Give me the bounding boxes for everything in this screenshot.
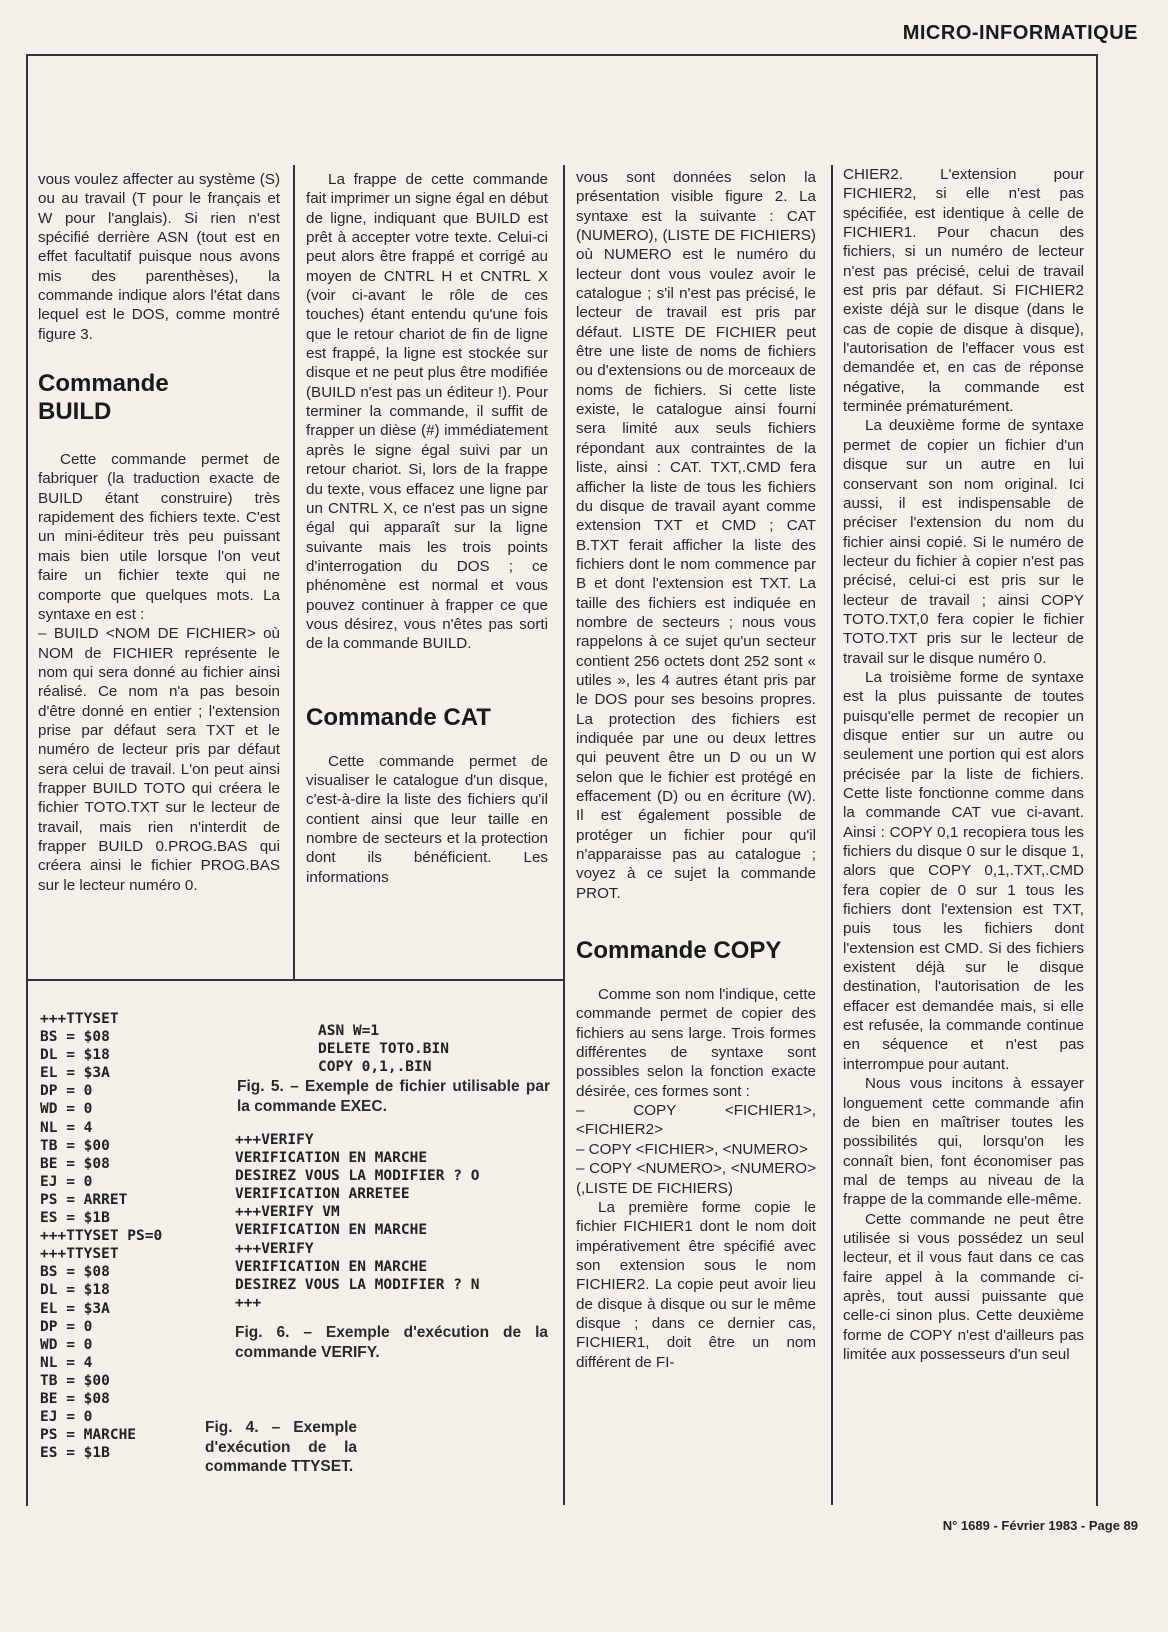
paragraph: La première forme copie le fichier FICHIER1 dont le nom doit impérativement être spécifié avec son extension sous le nom FICHIER2. La copie peut avoir lieu de disque à disque ou sur le même disque ; dans ce dernier cas, FICHIER1, doit être un nom différent de FI- xyxy=(576,1198,816,1371)
paragraph: La frappe de cette commande fait imprimer un signe égal en début de ligne, indiquant que BUILD est prêt à accepter votre texte. Celui-ci peut alors être frappé et corrigé au moyen de CNTRL H et CNTRL X (voir ci-avant le rôle de ces touches) étant entendu qu'une fois que le retour chariot de fin de ligne est frappé, la ligne est stockée sur disque et ne peut plus être modifiée (BUILD n'est pas un éditeur !). Pour terminer la commande, il suffit de frapper un dièse (#) immédiatement après le signe égal suivi par un retour chariot. Si, lors de la frappe du texte, vous effacez une ligne par un CNTRL X, ce n'est pas un signe égal qui apparaît sur la ligne suivante mais les trois points d'interrogation du DOS ; ce phénomène est normal et vous pouvez continuer à frapper ce que vous désirez, vous n'êtes pas sorti de la commande BUILD. xyxy=(306,171,548,653)
code-line: PS = MARCHE xyxy=(40,1427,137,1444)
code-line: COPY 0,1,.BIN xyxy=(318,1059,432,1076)
column-3 xyxy=(576,168,816,1372)
syntax-form-1: – COPY <FICHIER1>, <FICHIER2> xyxy=(576,1102,816,1139)
code-line: +++VERIFY VM xyxy=(235,1204,340,1221)
figure-separator xyxy=(26,979,564,981)
code-line: WD = 0 xyxy=(40,1336,93,1353)
page-footer: N° 1689 - Février 1983 - Page 89 xyxy=(942,1518,1138,1533)
paragraph: Comme son nom l'indique, cette commande permet de copier des fichiers au sens large. Trois formes différentes de syntaxe sont possibles selon la fonction exacte désirée, ces formes sont : xyxy=(576,986,816,1100)
code-line: BE = $08 xyxy=(40,1390,110,1407)
code-line: VERIFICATION EN MARCHE xyxy=(235,1150,428,1167)
code-line: +++VERIFY xyxy=(235,1240,314,1257)
code-line: NL = 4 xyxy=(40,1119,93,1136)
column-1 xyxy=(38,170,280,895)
paragraph: La deuxième forme de syntaxe permet de copier un fichier d'un disque sur un autre en lui conservant son nom original. Ici aussi, il est indispensable de préciser l'extension du nom du fichier ainsi copié. Si le numéro de lecteur du fichier à copier n'est pas précisé, celui-ci est pris sur le lecteur de travail ; ainsi COPY TOTO.TXT,0 fera copier le fichier TOTO.TXT pris sur le lecteur de travail sur le disque numéro 0. xyxy=(843,417,1084,667)
code-line: VERIFICATION ARRETEE xyxy=(235,1186,410,1203)
code-line: TB = $00 xyxy=(40,1137,110,1154)
section-rubric: MICRO-INFORMATIQUE xyxy=(902,22,1138,44)
paragraph: – BUILD <NOM DE FICHIER> où NOM de FICHIER représente le nom qui sera donné au fichier ainsi réalisé. Ce nom n'a pas besoin d'être donné en entier ; l'extension prise par défaut sera TXT et le numéro de lecteur pris par défaut sera celui de travail. L'on peut ainsi frapper BUILD TOTO qui créera le fichier TOTO.TXT sur le lecteur de travail, mais rien n'interdit de frapper BUILD 0.PROG.BAS qui créera ainsi le fichier PROG.BAS sur le lecteur numéro 0. xyxy=(38,625,280,894)
code-line: DL = $18 xyxy=(40,1047,110,1064)
heading-copy: Commande COPY xyxy=(576,937,782,965)
code-line: BE = $08 xyxy=(40,1155,110,1172)
syntax-form-3: – COPY <NUMERO>, <NUMERO> (,LISTE DE FICHIERS) xyxy=(576,1160,816,1197)
fig6-listing xyxy=(235,1131,479,1312)
code-line: EL = $3A xyxy=(40,1065,110,1082)
code-line: EJ = 0 xyxy=(40,1173,93,1190)
code-line: PS = ARRET xyxy=(40,1191,128,1208)
paragraph: vous voulez affecter au système (S) ou au travail (T pour le français et W pour l'anglais). Si rien n'est spécifié derrière ASN (tout est en effet facultatif puisque nous avons mis des parenthèses), la commande indique alors l'état dans lequel est le DOS, comme montré figure 3. xyxy=(38,171,280,343)
heading-cat: Commande CAT xyxy=(306,703,491,731)
column-4 xyxy=(843,165,1084,1364)
paragraph: CHIER2. L'extension pour FICHIER2, si elle n'est pas spécifiée, est identique à celle de FICHIER1. Pour chacun des fichiers, si un numéro de lecteur n'est pas précisé, celui de travail est pris par défaut. Si FICHIER2 existe déjà sur le disque (dans le cas de copie de disque à disque), l'autorisation de l'effacer vous est demandée et, en cas de réponse négative, la commande est terminée prématurément. xyxy=(843,166,1084,416)
code-line: ES = $1B xyxy=(40,1445,110,1462)
heading-build: Commande BUILD xyxy=(38,370,169,426)
code-line: ASN W=1 xyxy=(318,1023,380,1039)
code-line: VERIFICATION EN MARCHE xyxy=(235,1258,428,1275)
code-line: DP = 0 xyxy=(40,1083,93,1100)
code-line: +++TTYSET xyxy=(40,1246,119,1263)
column-2 xyxy=(306,170,548,887)
fig4-caption: Fig. 4. – Exemple d'exécution de la commande TTYSET. xyxy=(205,1419,357,1475)
code-line: BS = $08 xyxy=(40,1264,110,1281)
paragraph: Cette commande permet de fabriquer (la traduction exacte de BUILD étant construire) très rapidement des fichiers texte. C'est un mini-éditeur très peu puissant mais bien utile lorsque l'on veut faire un fichier texte qui ne comporte que quelques mots. La syntaxe en est : xyxy=(38,451,280,623)
code-line: DESIREZ VOUS LA MODIFIER ? O xyxy=(235,1168,480,1185)
syntax-form-2: – COPY <FICHIER>, <NUMERO> xyxy=(576,1140,808,1158)
fig5-listing xyxy=(318,1022,449,1076)
code-line: DESIREZ VOUS LA MODIFIER ? N xyxy=(235,1276,480,1293)
code-line: +++TTYSET xyxy=(40,1011,119,1027)
paragraph: vous sont données selon la présentation visible figure 2. La syntaxe est la suivante : CAT (NUMERO), (LISTE DE FICHIERS) où NUMERO est le numéro du lecteur dont vous voulez avoir le catalogue ; s'il n'est pas précisé, le lecteur de travail est pris par défaut. LISTE DE FICHIER peut être une liste de noms de fichiers ou d'extensions ou de morceaux de noms de fichiers. Si cette liste existe, le catalogue ainsi fourni sera limité aux seuls fichiers répondant aux contraintes de la liste, ainsi : CAT. TXT,.CMD fera afficher la liste de tous les fichiers du disque de travail ayant comme extension TXT et CMD ; CAT B.TXT ferait afficher la liste des fichiers dont le nom commence par B et dont l'extension est TXT. La taille des fichiers est indiquée en nombre de secteurs ; nous vous rappelons à ce sujet qu'un secteur contient 256 octets dont 252 sont « utiles », les 4 autres étant pris par le DOS pour ses besoins propres. La protection des fichiers est indiquée par une ou deux lettres qui peuvent être un D ou un W selon que le fichier est protégé en effacement (D) ou en écriture (W). Il est également possible de protéger un fichier pour qu'il n'apparaisse pas au catalogue ; voyez à ce sujet la commande PROT. xyxy=(576,169,816,902)
code-line: BS = $08 xyxy=(40,1029,110,1046)
column-divider xyxy=(293,165,295,980)
code-line: DELETE TOTO.BIN xyxy=(318,1041,449,1058)
column-divider xyxy=(563,165,565,1505)
paragraph: Cette commande permet de visualiser le catalogue d'un disque, c'est-à-dire la liste des fichiers qu'il contient ainsi que leur taille en nombre de secteurs et la protection dont ils bénéficient. Les informations xyxy=(306,752,548,886)
column-divider xyxy=(831,165,833,1505)
code-line: +++VERIFY xyxy=(235,1132,314,1148)
code-line: NL = 4 xyxy=(40,1354,93,1371)
code-line: TB = $00 xyxy=(40,1372,110,1389)
code-line: DP = 0 xyxy=(40,1318,93,1335)
code-line: +++ xyxy=(235,1294,262,1311)
code-line: ES = $1B xyxy=(40,1210,110,1227)
code-line: EJ = 0 xyxy=(40,1409,93,1426)
fig6-caption: Fig. 6. – Exemple d'exécution de la commande VERIFY. xyxy=(235,1324,548,1361)
code-line: DL = $18 xyxy=(40,1282,110,1299)
fig4-listing xyxy=(40,1010,162,1462)
code-line: EL = $3A xyxy=(40,1300,110,1317)
paragraph: Nous vous incitons à essayer longuement cette commande afin de bien en maîtriser toutes les possibilités qui, lorsqu'on les connaît bien, font économiser pas mal de temps au niveau de la frappe de la commande elle-même. xyxy=(843,1075,1084,1209)
paragraph: Cette commande ne peut être utilisée si vous possédez un seul lecteur, et il vous faut dans ce cas faire appel à la commande ci-après, tout aussi puissante que celle-ci sinon plus. Cette deuxième forme de COPY n'est d'ailleurs pas limitée aux possesseurs d'un seul xyxy=(843,1210,1084,1363)
fig5-caption: Fig. 5. – Exemple de fichier utilisable par la commande EXEC. xyxy=(237,1078,550,1115)
paragraph: La troisième forme de syntaxe est la plus puissante de toutes puisqu'elle permet de recopier un disque entier sur un autre ou seulement une portion qui est alors précisée par la liste de fichiers. Cette liste fonctionne comme dans la commande CAT vue ci-avant. Ainsi : COPY 0,1 recopiera tous les fichiers du disque 0 sur le disque 1, alors que COPY 0,1,.TXT,.CMD fera copier de 0 sur 1 tous les fichiers dont l'extension est TXT, puis tous les fichiers dont l'extension est CMD. Si des fichiers existent déjà sur le disque destination, l'autorisation de les effacer est demandée mais, si elle est refusée, la commande continue en séquence et n'est pas interrompue pour autant. xyxy=(843,668,1084,1073)
code-line: WD = 0 xyxy=(40,1101,93,1118)
code-line: +++TTYSET PS=0 xyxy=(40,1228,163,1245)
code-line: VERIFICATION EN MARCHE xyxy=(235,1222,428,1239)
